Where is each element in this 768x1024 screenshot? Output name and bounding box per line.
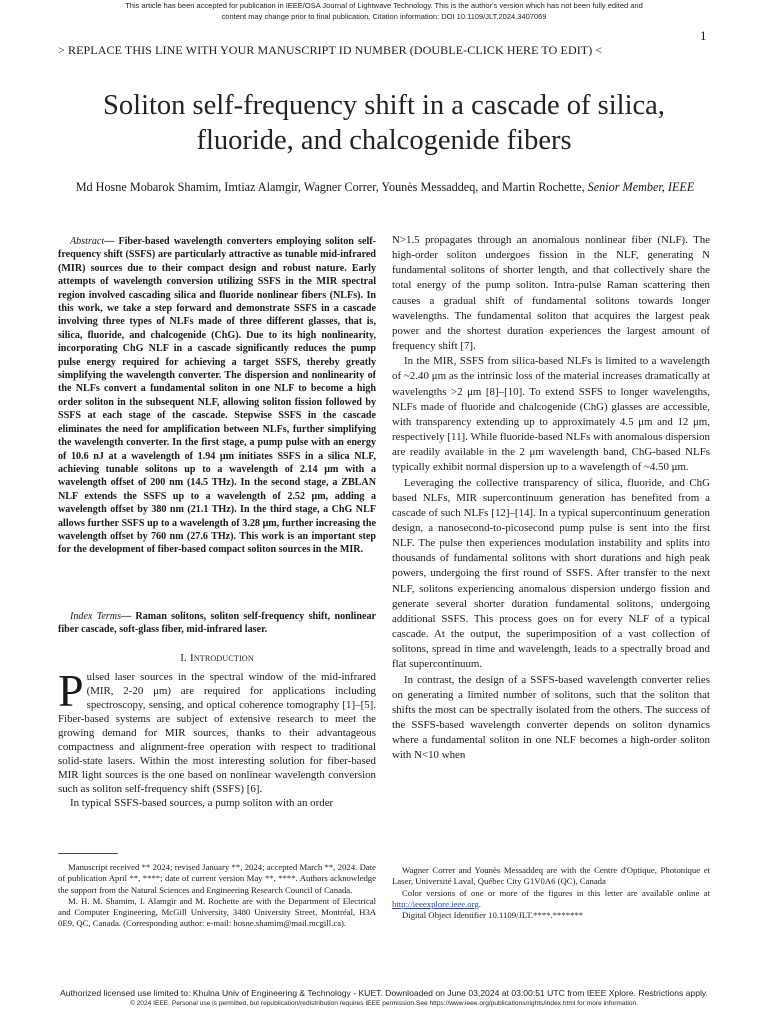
footnote-color-pre: Color versions of one or more of the figures in this letter are available online at bbox=[402, 887, 710, 898]
publication-notice-line1: This article has been accepted for publication in IEEE/OSA Journal of Lightwave Technology. This is the author's version which has not been fully edited and bbox=[125, 1, 643, 10]
introduction-body bbox=[58, 665, 376, 810]
paper-title-line2: fluoride, and chalcogenide fibers bbox=[196, 125, 572, 156]
footnote-affiliation-mcgill: M. H. M. Shamim, I. Alamgir and M. Rochette are with the Department of Electrical and Computer Engineering, McGill University, 3480 University Street, Montréal, H3A 0E9, QC, Canada. (Corresponding author: e-mail: hosne.shamim@mail.mcgill.ca). bbox=[58, 895, 376, 929]
footnote-doi: Digital Object Identifier 10.1109/JLT.****.******* bbox=[402, 910, 584, 921]
right-paragraph-1: N>1.5 propagates through an anomalous nonlinear fiber (NLF). The high-order soliton undergoes fission in the NLF, generating N fundamental solitons of shorter length, and that collectively share the total energy of the pump soliton. Intra-pulse Raman scattering then causes a gradual shift of fundamental solitons towards longer wavelengths. The fundamental soliton that acquires the largest peak power and the shortest duration experiences the largest amount of frequency shift [7]. bbox=[392, 234, 710, 353]
manuscript-id-line: > REPLACE THIS LINE WITH YOUR MANUSCRIPT ID NUMBER (DOUBLE-CLICK HERE TO EDIT) < bbox=[58, 43, 603, 57]
intro-paragraph-2: In typical SSFS-based sources, a pump soliton with an order bbox=[70, 797, 334, 810]
right-paragraph-2: In the MIR, SSFS from silica-based NLFs is limited to a wavelength of ~2.40 μm as the intrinsic loss of the material increases dramatically at wavelengths >2 μm [8]–[10]. To extend SSFS to longer wavelengths, NLFs made of fluoride and chalcogenide (ChG) glasses are accessible, with transparency extending up to approximately 4.5 μm and 12 μm, respectively [11]. While fluoride-based NLFs with anomalous dispersion are readily available in the 2 μm wavelength band, ChG-based NLFs typically exhibit normal dispersion up to a wavelength of ~4.50 μm. bbox=[392, 355, 710, 474]
intro-paragraph-1 bbox=[58, 665, 376, 796]
abstract bbox=[58, 235, 376, 557]
paper-title-line1: Soliton self-frequency shift in a cascade of silica, bbox=[103, 90, 665, 121]
license-footer-line2: © 2024 IEEE. Personal use is permitted, but republication/redistribution requires IEEE permission.See https://www.ieee.org/publications/rights/index.html for more information. bbox=[129, 1000, 639, 1007]
footnote-color-post: . bbox=[478, 898, 481, 909]
drop-cap: P bbox=[58, 665, 84, 716]
abstract-text: — Fiber-based wavelength converters employing soliton self-frequency shift (SSFS) are particularly attractive as tunable mid-infrared (MIR) sources due to their compact design and robust nature. Early attempts of wavelength conversion utilizing SSFS in the MIR spectral region involved cascading silica and fluoride nonlinear fibers (NLFs). In this work, we take a step forward and demonstrate SSFS in a cascade involving three types of NLFs made of three different glasses, that is, silica, fluoride, and chalcogenide (ChG). Due to its high nonlinearity, incorporating ChG NLF in a cascade significantly reduces the pump pulse energy required for achieving a target SSFS, thereby greatly simplifying the wavelength converter. The dispersion and nonlinearity of the NLFs convert a fundamental soliton in one NLF to become a high order soliton in the subsequent NLF, allowing soliton fission followed by SSFS at each stage of the cascade. Stepwise SSFS in the cascade eliminates the need for amplification between NLFs, further simplifying the wavelength converter. In the first stage, a pump pulse with an energy of 10.6 nJ at a wavelength of 1.94 μm initiates SSFS in a silica NLF, achieving tunable solitons up to a wavelength of 2.14 μm with a wavelength offset of 200 nm (14.5 THz). In the second stage, a ZBLAN NLF extends the SSFS up to a wavelength of 2.52 μm, adding a wavelength offset by 380 nm (21.1 THz). In the third stage, a ChG NLF allows further SSFS up to a wavelength of 3.28 μm, further increasing the wavelength offset by 760 nm (27.6 THz). This work is an important step for the development of fiber-based compact soliton sources in the MIR. bbox=[58, 236, 376, 556]
index-terms-text: — Raman solitons, soliton self-frequency shift, nonlinear fiber cascade, soft-glass fiber, mid-infrared laser. bbox=[58, 611, 376, 636]
paper-title bbox=[40, 88, 728, 158]
footnote-rule bbox=[58, 853, 118, 854]
footnote-affiliation-laval: Wagner Correr and Younès Messaddeq are with the Centre d'Optique, Photonique et Laser, Université Laval, Québec City G1V0A6 (QC), Canada bbox=[392, 865, 710, 887]
license-footer-line1: Authorized licensed use limited to: Khulna Univ of Engineering & Technology - KUET. Downloaded on June 03,2024 at 03:00:51 UTC from IEEE Xplore. Restrictions apply. bbox=[60, 988, 708, 998]
right-column-body bbox=[392, 233, 710, 763]
right-paragraph-4: In contrast, the design of a SSFS-based wavelength converter relies on generating a limited number of solitons, such that the soliton that shifts the most can be spectrally isolated from the others. The success of the SSFS-based wavelength converter depends on soliton dynamics where a fundamental soliton in one NLF becomes a high-order soliton with N<10 when bbox=[392, 673, 710, 762]
author-list bbox=[60, 179, 710, 195]
footnote-color-versions bbox=[392, 888, 710, 911]
page-number: 1 bbox=[700, 28, 707, 43]
ieeexplore-link[interactable]: http://ieeexplore.ieee.org bbox=[392, 898, 479, 909]
intro-paragraph-1-text: ulsed laser sources in the spectral window of the mid-infrared (MIR, 2-20 μm) are required for applications including spectroscopy, sensing, and optical coherence tomography [1]–[5]. Fiber-based systems are subject of extensive research to meet the growing demand for MIR sources, thanks to their advantageous compactness and alignment-free operation with respect to traditional solid-state lasers. Within the most interesting solution for fiber-based MIR light sources is the one based on nonlinear wavelength conversion such as soliton self-frequency shift (SSFS) [6]. bbox=[58, 671, 376, 796]
right-paragraph-3: Leveraging the collective transparency of silica, fluoride, and ChG based NLFs, MIR supercontinuum generation has benefited from a cascade of such NLFs [12]–[14]. In a typical supercontinuum generation design, a nanosecond-to-picosecond pump pulse is sent into the first NLF. The pulse then experiences modulation instability and splits into thousands of fundamental solitons with short durations and high peak powers, undergoing the first round of SSFS. After transfer to the next NLF, solitons experiencing anomalous dispersion undergo fission and generate several shorter duration fundamental solitons, undergoing additional SSFS. This process goes on for every NLF of a typical cascade. At the output, the superimposition of a vast collection of solitons, spread in time and wavelength, leads to a spectrally broad and flat supercontinuum. bbox=[392, 476, 710, 671]
author-grade: Senior Member, IEEE bbox=[587, 180, 695, 194]
index-terms bbox=[58, 610, 376, 637]
publication-notice-line2: content may change prior to final publication. Citation information: DOI 10.1109/JLT.2024.3407069 bbox=[221, 12, 547, 21]
footnotes-left bbox=[58, 862, 376, 930]
section-heading-introduction bbox=[58, 652, 376, 664]
publication-notice bbox=[0, 0, 768, 22]
license-footer bbox=[0, 988, 768, 1009]
footnotes-right bbox=[392, 865, 710, 921]
abstract-label: Abstract bbox=[70, 236, 105, 247]
footnote-manuscript: Manuscript received ** 2024; revised January **, 2024; accepted March **, 2024. Date of publication April **, ****; date of current version May **, ****. Authors acknowledge the support from the Natural Sciences and Engineering Research Council of Canada. bbox=[58, 862, 376, 895]
section-number: I. bbox=[180, 652, 188, 664]
author-names: Md Hosne Mobarok Shamim, Imtiaz Alamgir, Wagner Correr, Younès Messaddeq, and Martin Rochette, bbox=[75, 180, 585, 194]
section-title: Introduction bbox=[189, 652, 254, 664]
index-terms-label: Index Terms bbox=[70, 611, 122, 622]
